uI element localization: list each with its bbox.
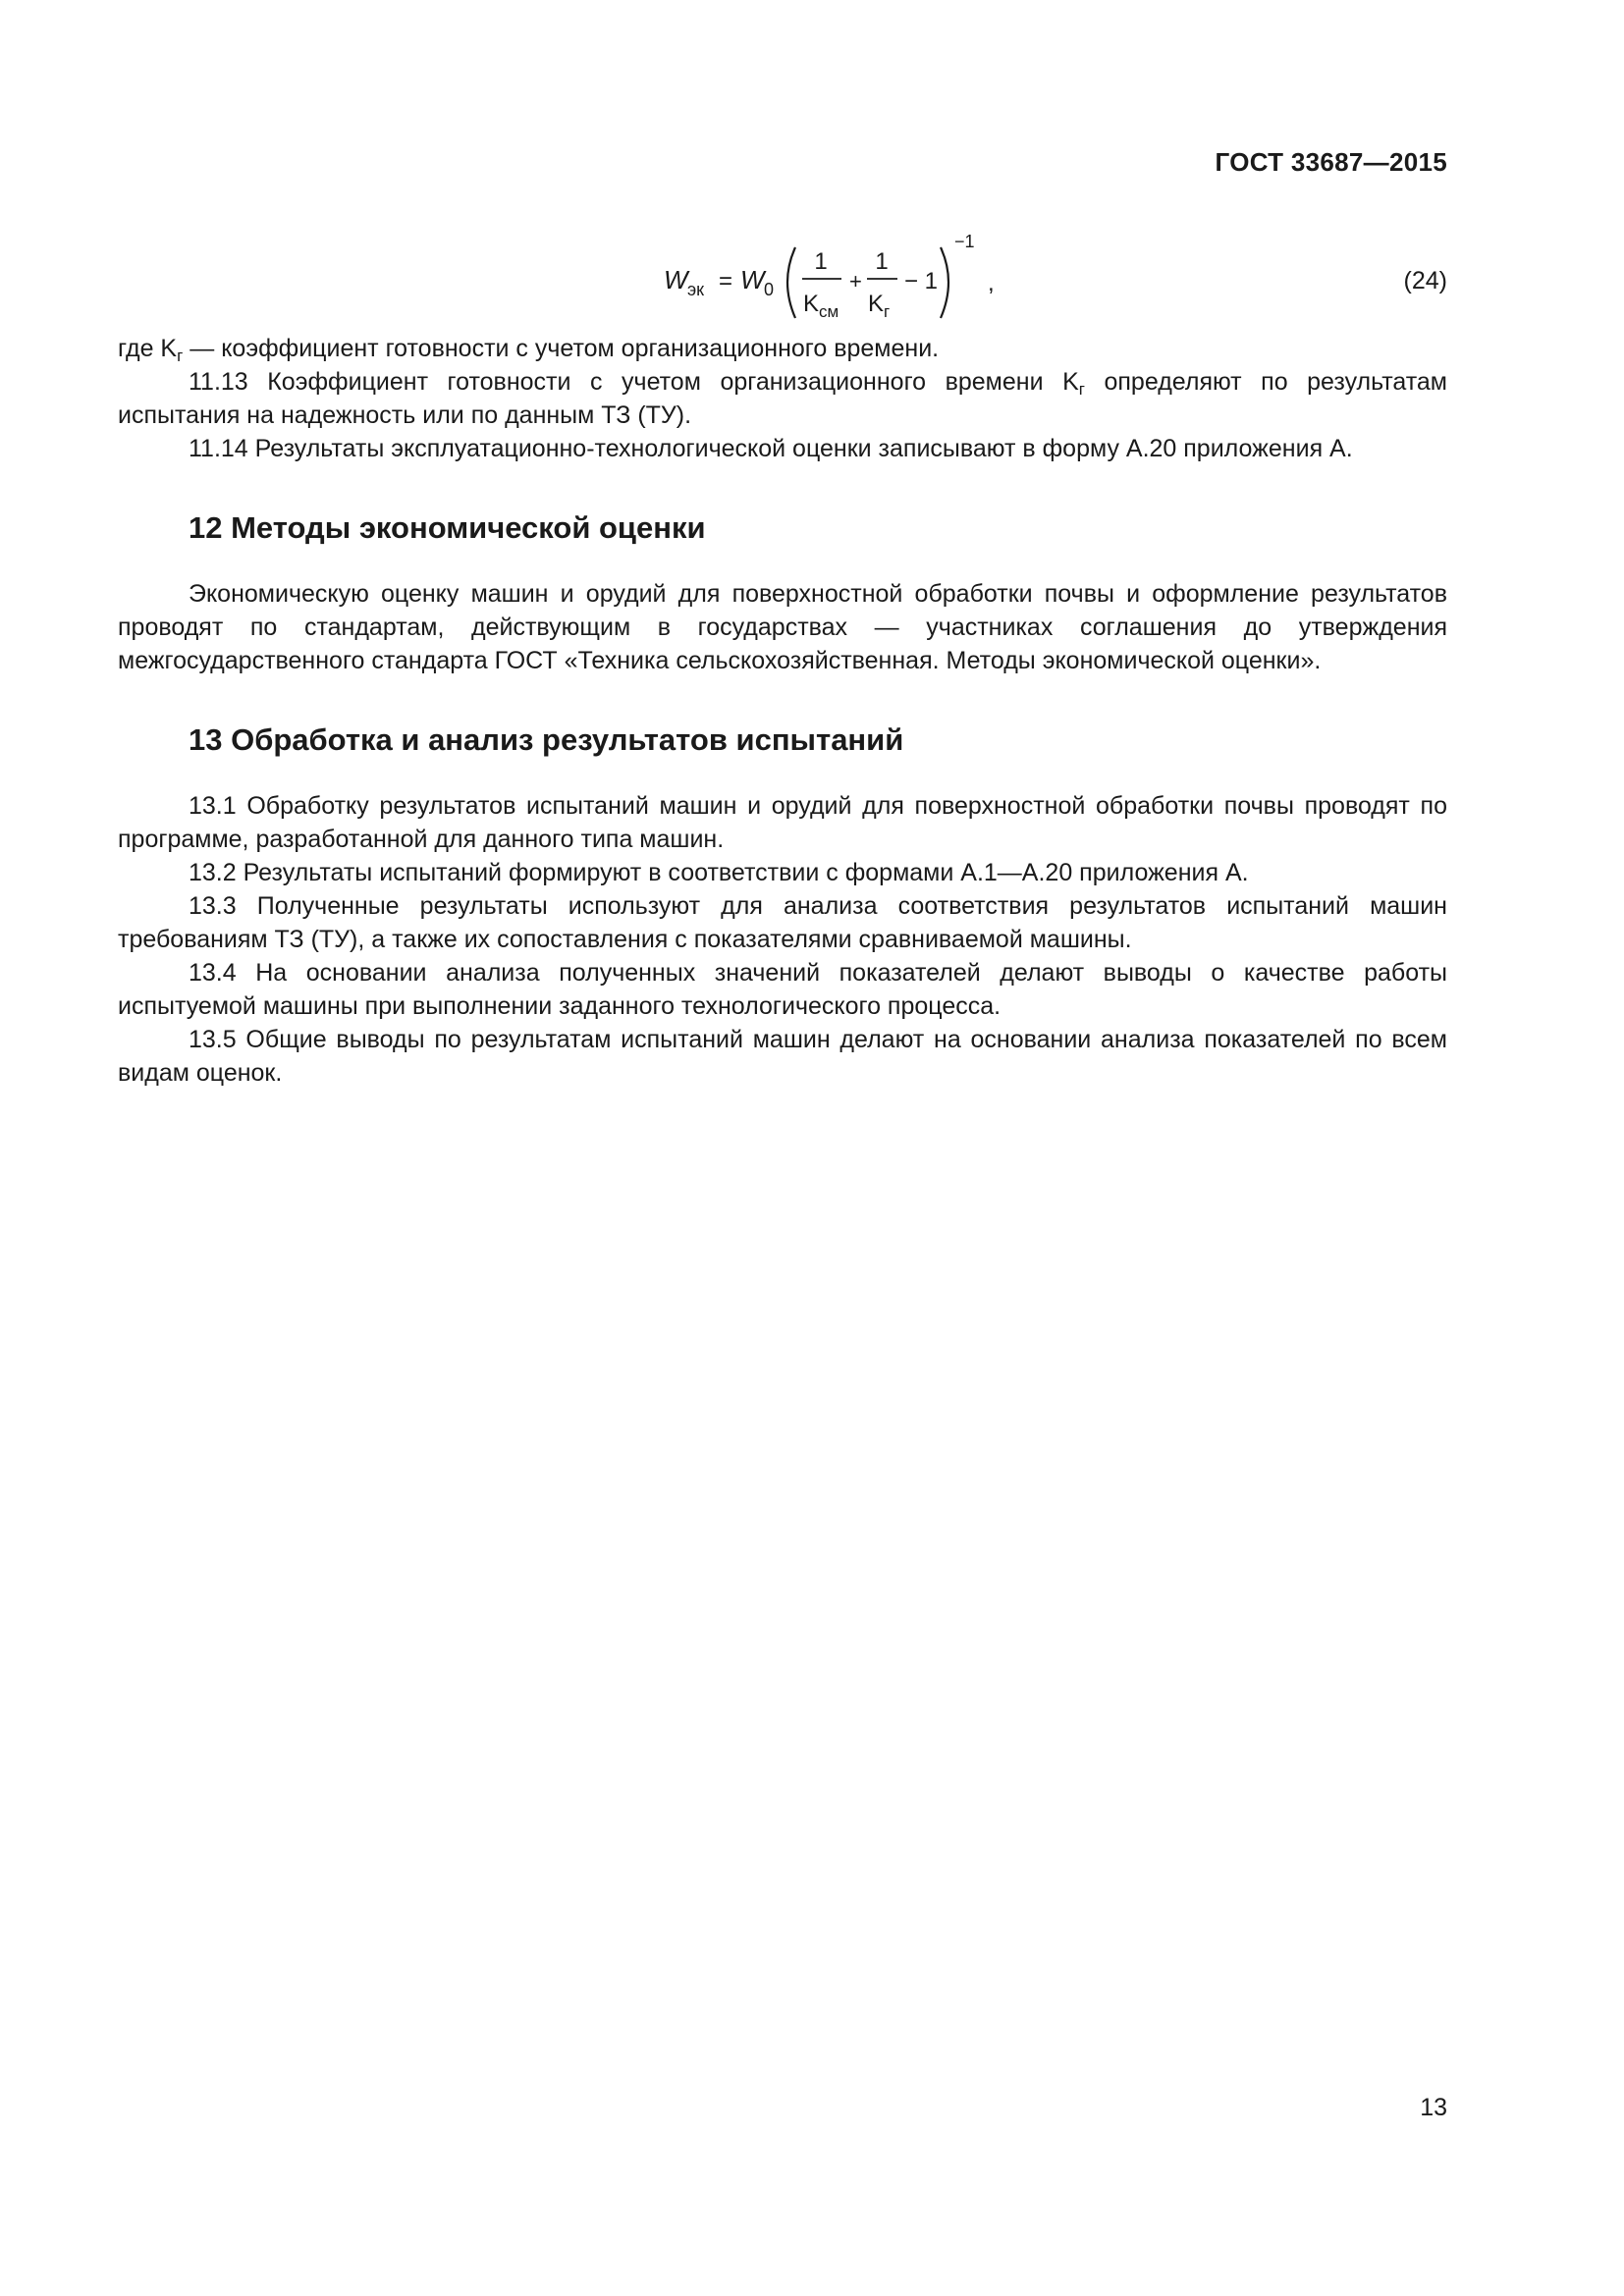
section-12-text: Экономическую оценку машин и орудий для поверхностной обработки почвы и оформление результатов проводят по стандартам, действующим в государствах — участниках соглашения до утверждения межгосударственного стандарта ГОСТ «Техника сельскохозяйственная. Методы экономической оценки».	[118, 580, 1447, 674]
formula-minus-one: − 1	[904, 268, 939, 294]
formula-comma: ,	[988, 270, 995, 296]
where-text: — коэффициент готовности с учетом организационного времени.	[183, 335, 940, 362]
paragraph-11-13	[118, 365, 1447, 432]
paragraph-13-1: 13.1 Обработку результатов испытаний машин и орудий для поверхностной обработки почвы проводят по программе, разработанной для данного типа машин.	[118, 792, 1447, 853]
formula-lhs-sub: эк	[687, 280, 705, 299]
where-sub: г	[177, 347, 184, 365]
formula-den1-symbol: K	[803, 291, 820, 317]
equation-number: (24)	[1403, 267, 1447, 294]
formula-w0-sub: 0	[764, 280, 775, 299]
formula-w0-symbol: W	[740, 265, 765, 294]
paragraph-11-14: 11.14 Результаты эксплуатационно-технологической оценки записывают в форму А.20 приложения А.	[189, 435, 1353, 462]
formula-svg	[664, 228, 1135, 336]
paragraph-13-3: 13.3 Полученные результаты используют для анализа соответствия результатов испытаний машин требованиям ТЗ (ТУ), а также их сопоставления с показателями сравниваемой машины.	[118, 892, 1447, 953]
formula-num2: 1	[875, 248, 889, 275]
page-number: 13	[1420, 2094, 1447, 2121]
section-12-heading: 12 Методы экономической оценки	[189, 510, 706, 545]
formula-den2-sub: г	[884, 302, 891, 321]
where-definition	[118, 332, 1447, 365]
formula-lhs-symbol: W	[664, 265, 688, 294]
paragraph-13-4: 13.4 На основании анализа полученных значений показателей делают выводы о качестве работы испытуемой машины при выполнении заданного технологического процесса.	[118, 959, 1447, 1020]
section-13-heading: 13 Обработка и анализ результатов испытаний	[189, 722, 904, 757]
formula-exponent: −1	[954, 232, 975, 251]
paragraph-13-2: 13.2 Результаты испытаний формируют в соответствии с формами А.1—А.20 приложения А.	[189, 859, 1249, 886]
document-body	[118, 332, 1447, 1090]
formula-row	[118, 228, 1447, 336]
formula-right-paren	[941, 247, 948, 318]
p-11-13-part1: 11.13 Коэффициент готовности с учетом организационного времени K	[189, 368, 1079, 396]
where-prefix: где K	[118, 335, 178, 362]
formula-left-paren	[787, 247, 795, 318]
p-11-13-sub: г	[1078, 380, 1085, 399]
document-code: ГОСТ 33687—2015	[1215, 147, 1447, 177]
paragraph-13-5: 13.5 Общие выводы по результатам испытаний машин делают на основании анализа показателей по всем видам оценок.	[118, 1026, 1447, 1087]
p-11-13-part2: определяют по результатам испытания на надежность или по данным ТЗ (ТУ).	[118, 368, 1447, 429]
formula-den2-symbol: K	[868, 291, 885, 317]
formula-plus: +	[849, 269, 862, 294]
formula-equals: =	[719, 268, 733, 294]
formula-num1: 1	[814, 248, 828, 275]
formula-den1-sub: см	[819, 302, 839, 321]
formula-24	[664, 228, 1135, 336]
